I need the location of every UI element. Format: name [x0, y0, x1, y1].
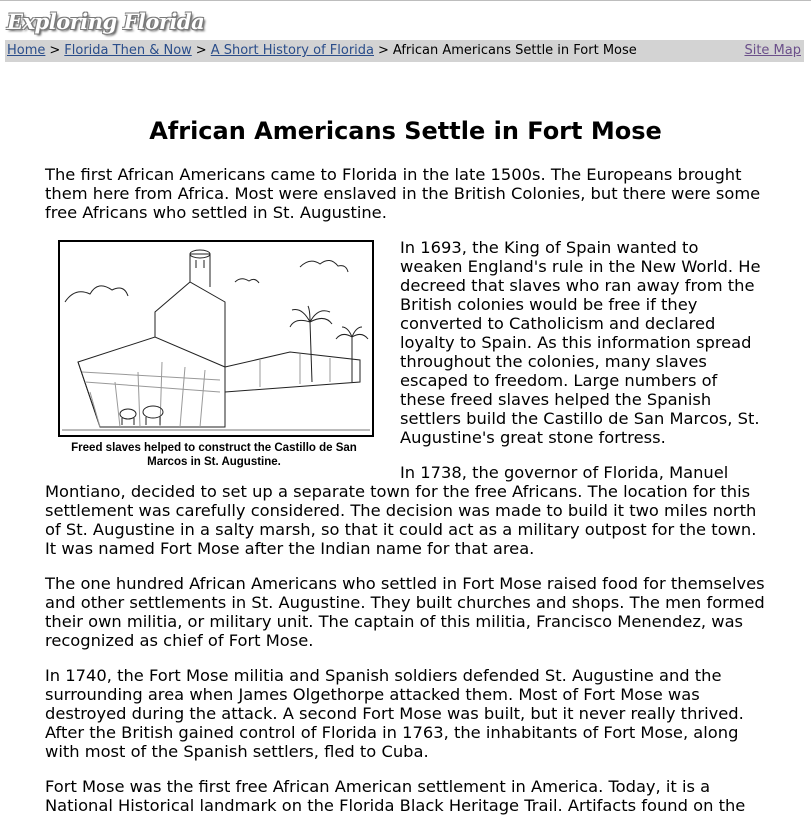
castillo-illustration	[58, 240, 374, 437]
breadcrumb-florida-then-now-link[interactable]: Florida Then & Now	[64, 43, 192, 58]
paragraph-1693: In 1693, the King of Spain wanted to weaken England's rule in the New World. He decreed that slaves who ran away from the British colonies would be free if they converted to Catholicism and declared loyalty to Spain. As this information spread throughout the colonies, many slaves escaped to freedom. Large numbers of these freed slaves helped the Spanish settlers build the Castillo de San Marcos, St. Augustine's great stone fortress.	[400, 238, 761, 447]
breadcrumb-separator: >	[378, 43, 389, 58]
paragraph-landmark: Fort Mose was the first free African American settlement in America. Today, it is a National Historical landmark on the Florida Black Heritage Trail. Artifacts found on the	[45, 777, 746, 815]
paragraph-settlers: The one hundred African Americans who settled in Fort Mose raised food for themselves and other settlements in St. Augustine. They built churches and shops. The men formed their own militia, or military unit. The captain of this militia, Francisco Menendez, was recognized as chief of Fort Mose.	[45, 574, 765, 650]
breadcrumb-separator: >	[49, 43, 61, 58]
breadcrumb-current-page: African Americans Settle in Fort Mose	[392, 43, 637, 58]
breadcrumb-home-link[interactable]: Home	[7, 43, 46, 58]
paragraph-1740: In 1740, the Fort Mose militia and Spanish soldiers defended St. Augustine and the surrounding area when James Olgethorpe attacked them. Most of Fort Mose was destroyed during the attack. A second Fort Mose was built, but it never really thrived. After the British gained control of Florida in 1763, the inhabitants of Fort Mose, along with most of the Spanish settlers, fled to Cuba.	[45, 666, 744, 761]
figure-caption: Freed slaves helped to construct the Castillo de San Marcos in St. Augustine.	[71, 442, 357, 468]
breadcrumb-bar	[5, 40, 804, 62]
site-logo[interactable]: Exploring Florida	[7, 9, 205, 34]
breadcrumb	[7, 40, 637, 62]
top-border	[0, 0, 811, 1]
page-title: African Americans Settle in Fort Mose	[149, 117, 662, 145]
intro-paragraph: The first African Americans came to Florida in the late 1500s. The Europeans brought them here from Africa. Most were enslaved in the British Colonies, but there were some free Africans who settled in St. Augustine.	[45, 165, 761, 222]
breadcrumb-short-history-link[interactable]: A Short History of Florida	[210, 43, 374, 58]
breadcrumb-separator: >	[195, 43, 207, 58]
article-figure	[58, 240, 388, 469]
castillo-drawing	[60, 242, 372, 435]
paragraph-1738: In 1738, the governor of Florida, Manuel Montiano, decided to set up a separate town for the free Africans. The location for this settlement was carefully considered. The decision was made to build it two miles north of St. Augustine in a salty marsh, so that it could act as a military outpost for the town. It was named Fort Mose after the Indian name for that area.	[45, 463, 757, 558]
article-body	[45, 165, 765, 831]
site-map-link[interactable]: Site Map	[744, 43, 801, 58]
